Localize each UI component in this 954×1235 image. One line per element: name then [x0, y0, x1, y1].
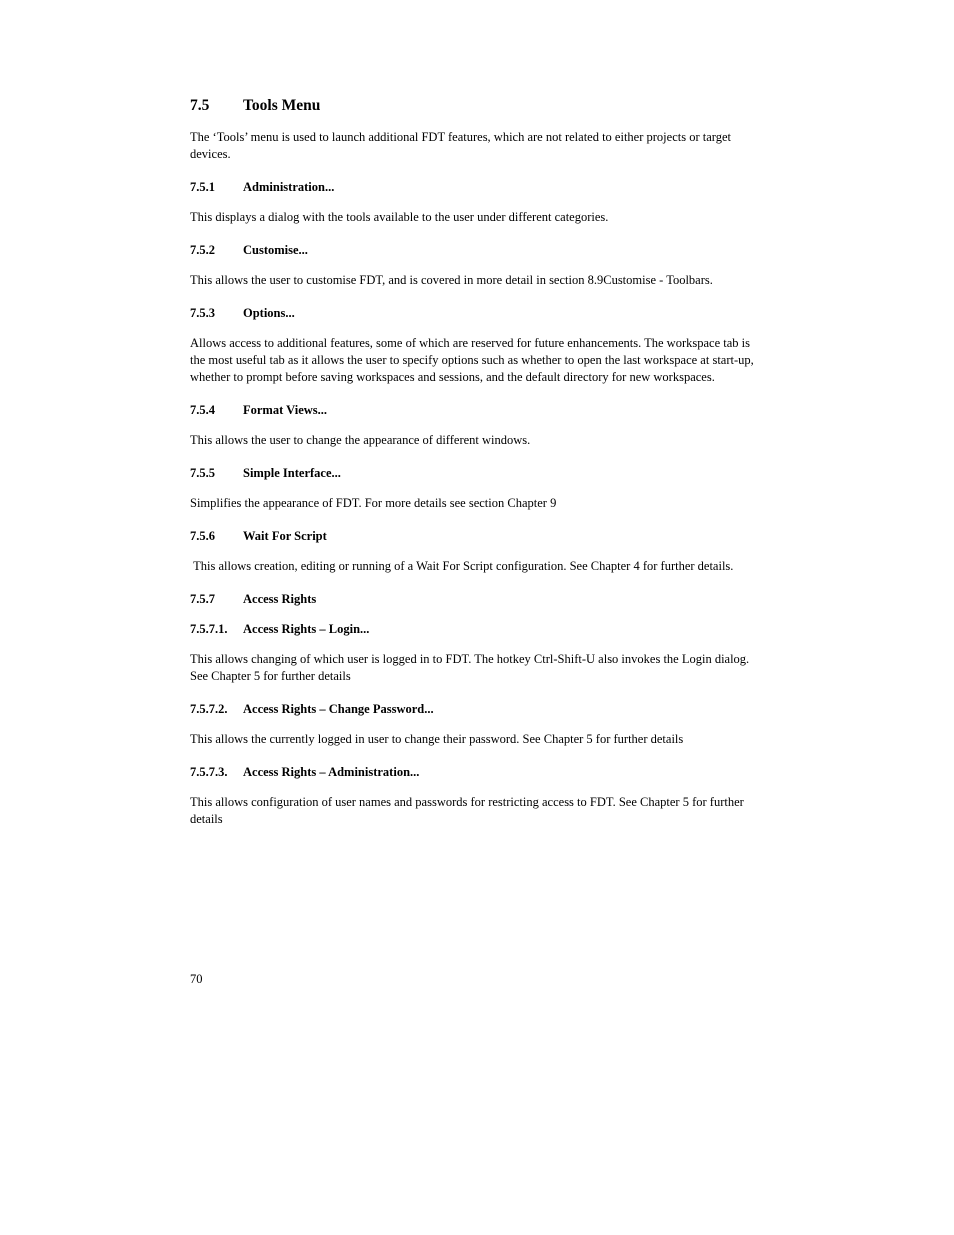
subsection-number: 7.5.2: [190, 243, 215, 257]
subsection-number: 7.5.7.1.: [190, 622, 228, 636]
subsection-number: 7.5.6: [190, 529, 215, 543]
subsection-number: 7.5.4: [190, 403, 215, 417]
subsection-heading-format-views: [190, 402, 762, 419]
subsection-heading-wait-for-script: [190, 528, 762, 545]
subsection-number: 7.5.3: [190, 306, 215, 320]
subsection-text: This allows the currently logged in user to change their password. See Chapter 5 for further details: [190, 732, 684, 746]
subsection-number: 7.5.5: [190, 466, 215, 480]
subsection-number: 7.5.1: [190, 180, 215, 194]
subsection-text: This allows the user to customise FDT, and is covered in more detail in section 8.9Customise - Toolbars.: [190, 273, 713, 287]
subsection-text: Allows access to additional features, some of which are reserved for future enhancements. The workspace tab is the most useful tab as it allows the user to specify options such as whether to open the last workspace at start-up, whether to prompt before saving workspaces and sessions, and the default directory for new workspaces.: [190, 336, 754, 384]
subsection-title: Access Rights – Change Password...: [243, 702, 434, 716]
subsection-text: This allows configuration of user names and passwords for restricting access to FDT. See Chapter 5 for further details: [190, 795, 744, 826]
document-page: [190, 96, 762, 844]
subsection-title: Access Rights: [243, 592, 317, 606]
subsection-heading-simple-interface: [190, 465, 762, 482]
section-title: Tools Menu: [243, 97, 321, 114]
subsection-text: Simplifies the appearance of FDT. For more details see section Chapter 9: [190, 496, 557, 510]
subsection-title: Access Rights – Login...: [243, 622, 370, 636]
page-number: 70: [190, 972, 203, 986]
subsection-title: Access Rights – Administration...: [243, 765, 420, 779]
subsection-text: This displays a dialog with the tools available to the user under different categories.: [190, 210, 609, 224]
section-heading: [190, 96, 762, 116]
subsection-title: Customise...: [243, 243, 308, 257]
subsection-heading-options: [190, 305, 762, 322]
subsection-title: Format Views...: [243, 403, 328, 417]
subsection-title: Wait For Script: [243, 529, 327, 543]
subsection-number: 7.5.7.2.: [190, 702, 228, 716]
subsection-title: Administration...: [243, 180, 335, 194]
subsection-heading-login: [190, 621, 762, 638]
subsection-heading-access-administration: [190, 764, 762, 781]
subsection-heading-administration: [190, 179, 762, 196]
subsection-text: This allows changing of which user is logged in to FDT. The hotkey Ctrl-Shift-U also invokes the Login dialog. See Chapter 5 for further details: [190, 652, 750, 683]
subsection-text: This allows creation, editing or running of a Wait For Script configuration. See Chapter 4 for further details.: [190, 559, 734, 573]
subsection-heading-access-rights: [190, 591, 762, 608]
subsection-number: 7.5.7.3.: [190, 765, 228, 779]
subsection-heading-change-password: [190, 701, 762, 718]
subsection-text: This allows the user to change the appearance of different windows.: [190, 433, 531, 447]
subsection-number: 7.5.7: [190, 592, 215, 606]
subsection-title: Simple Interface...: [243, 466, 341, 480]
section-number: 7.5: [190, 97, 210, 114]
section-intro: The ‘Tools’ menu is used to launch additional FDT features, which are not related to either projects or target devices.: [190, 130, 731, 161]
subsection-title: Options...: [243, 306, 295, 320]
subsection-heading-customise: [190, 242, 762, 259]
